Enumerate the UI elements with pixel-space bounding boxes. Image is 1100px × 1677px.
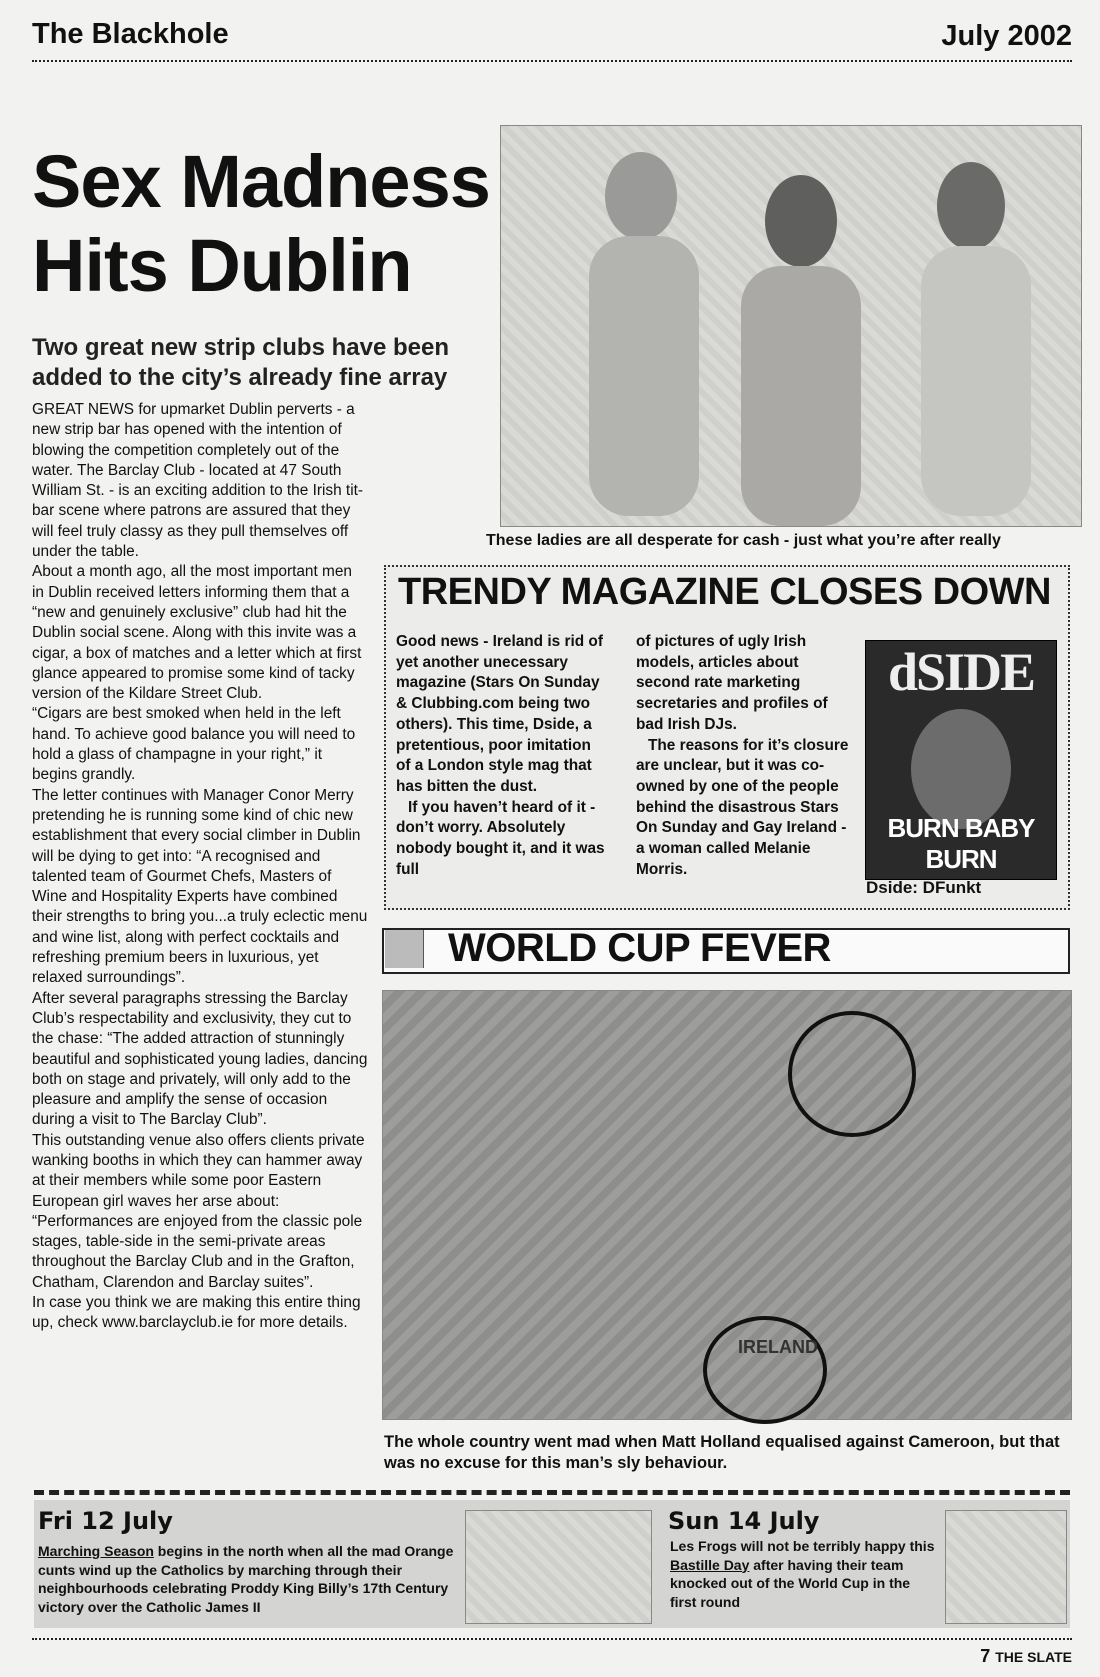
cover-caption: Dside: DFunkt bbox=[866, 878, 982, 897]
article-paragraph: In case you think we are making this entire thing up, check www.barclayclub.ie for more details. bbox=[32, 1294, 361, 1332]
football-icon bbox=[385, 930, 424, 968]
magazine-cover bbox=[865, 640, 1057, 880]
article-paragraph: The letter continues with Manager Conor Merry pretending he is running some kind of chic new establishment that every social climber in Dublin will be dying to get into: “A recognised and talented team of Gourmet Chefs, Masters of Wine and Hospitality Experts have combined their strengths to bring you...a truly eclectic menu and wine list, along with perfect cocktails and refreshing premium beers in luxurious, yet relaxed surroundings”. bbox=[32, 786, 368, 987]
models-photo bbox=[500, 125, 1082, 527]
trendy-paragraph: of pictures of ugly Irish models, articles about second rate marketing secretaries and profiles of bad Irish DJs. bbox=[636, 633, 828, 733]
cover-portrait bbox=[911, 709, 1011, 829]
trendy-paragraph: The reasons for it’s closure are unclear, but it was co-owned by one of the people behind the disastrous Stars On Sunday and Gay Ireland - a woman called Melanie Morris. bbox=[636, 736, 849, 878]
event-date: Fri 12 July bbox=[38, 1507, 173, 1535]
article-paragraph: This outstanding venue also offers clients private wanking booths in which they can hammer away at their members while some poor Eastern European girl waves her arse about: “Performances are enjoyed from the classic pole stages, table-side in the semi-private areas throughout the Barclay Club and in the Grafton, Chatham, Clarendon and Barclay suites”. bbox=[32, 1131, 365, 1291]
photo-caption: These ladies are all desperate for cash - just what you’re after really bbox=[486, 532, 1001, 549]
trendy-column-1 bbox=[396, 632, 606, 880]
subheadline: Two great new strip clubs have been added to the city’s already fine array bbox=[32, 334, 449, 391]
event-link[interactable]: Bastille Day bbox=[670, 1556, 750, 1573]
highlight-circle bbox=[703, 1316, 827, 1424]
issue-date: July 2002 bbox=[941, 20, 1072, 52]
event-description: Les Frogs will not be terribly happy this Bastille Day after having their team knocked out of the World Cup in the first round bbox=[670, 1538, 935, 1610]
magazine-cover-title: dSIDE bbox=[887, 642, 1035, 702]
headline-line1: Sex Madness bbox=[32, 140, 490, 223]
section-title: The Blackhole bbox=[32, 18, 229, 50]
article-paragraph: “Cigars are best smoked when held in the left hand. To achieve good balance you will need to hold a glass of champagne in your right,” it begins grandly. bbox=[32, 705, 356, 784]
article-paragraph: About a month ago, all the most important men in Dublin received letters informing them that a “new and genuinely exclusive” club had hit the Dublin social scene. Along with this invite was a cigar, a box of matches and a letter which at first glance appeared to promise some kind of tacky version of the Kildare Street Club. bbox=[32, 563, 362, 703]
headline-line2: Hits Dublin bbox=[32, 224, 412, 307]
worldcup-caption: The whole country went mad when Matt Holland equalised against Cameroon, but that was no excuse for this man’s sly behaviour. bbox=[384, 1433, 1060, 1472]
models-silhouettes bbox=[501, 126, 1081, 526]
events-rule bbox=[34, 1490, 1070, 1495]
magazine-cover-footer: BURN BABY BURN bbox=[887, 813, 1035, 874]
bastille-photo bbox=[945, 1510, 1067, 1624]
worldcup-title: WORLD CUP FEVER bbox=[448, 926, 831, 970]
marching-photo bbox=[465, 1510, 652, 1624]
crowd-photo bbox=[382, 990, 1072, 1420]
publication-brand: THE SLATE bbox=[995, 1649, 1072, 1665]
highlight-circle bbox=[788, 1011, 916, 1137]
event-description: Marching Season begins in the north when all the mad Orange cunts wind up the Catholics by marching through their neighbourhoods celebrating Proddy King Billy’s 17th Century victory over the Catholic James II bbox=[38, 1543, 454, 1615]
footer-rule bbox=[32, 1638, 1072, 1640]
event-link[interactable]: Marching Season bbox=[38, 1543, 154, 1559]
page-number: 7 bbox=[980, 1646, 991, 1666]
trendy-column-2 bbox=[636, 632, 850, 880]
trendy-title: TRENDY MAGAZINE CLOSES DOWN bbox=[398, 571, 1051, 613]
article-paragraph: After several paragraphs stressing the Barclay Club’s respectability and exclusivity, they cut to the chase: “The added attraction of stunningly beautiful and sophisticated young ladies, dancing both on stage and privately, will only add to the pleasure and amplify the sense of occasion during a visit to The Barclay Club”. bbox=[32, 989, 368, 1129]
article-paragraph: GREAT NEWS for upmarket Dublin perverts - a new strip bar has opened with the intention of blowing the competition completely out of the water. The Barclay Club - located at 47 South William St. - is an exciting addition to the Irish tit-bar scene where patrons are assured that they will feel truly classy as they pull themselves off under the table. bbox=[32, 401, 364, 561]
shirt-text: IRELAND bbox=[738, 1337, 818, 1357]
event-date: Sun 14 July bbox=[668, 1507, 820, 1535]
article-body bbox=[32, 400, 368, 1334]
trendy-paragraph: Good news - Ireland is rid of yet another unecessary magazine (Stars On Sunday & Clubbing.com being two others). This time, Dside, a pretentious, poor imitation of a London style mag that has bitten the dust. bbox=[396, 633, 603, 795]
page-footer bbox=[980, 1646, 1072, 1667]
trendy-paragraph: If you haven’t heard of it - don’t worry. Absolutely nobody bought it, and it was full bbox=[396, 798, 605, 878]
header-rule bbox=[32, 60, 1072, 62]
